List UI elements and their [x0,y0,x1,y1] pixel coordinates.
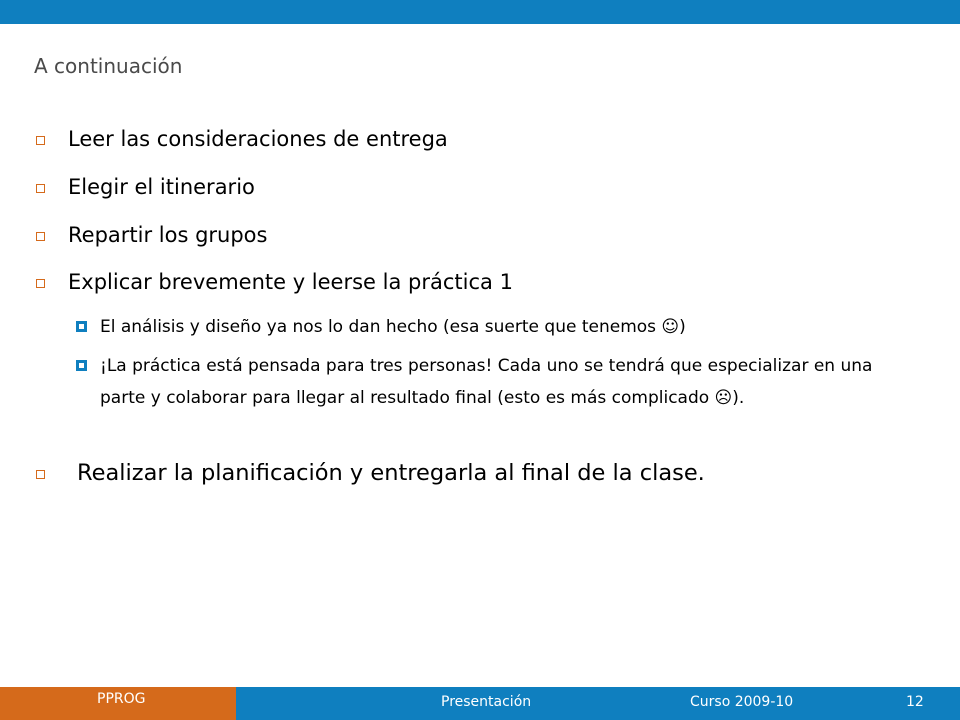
bullet-5 [36,459,705,487]
sub-bullet-2 [76,350,926,414]
slide-title: A continuación [34,54,183,78]
filled-square-bullet-icon [76,360,87,371]
bullet-text: Elegir el itinerario [68,175,255,199]
bullet-text: Repartir los grupos [68,223,268,247]
bullet-text: Explicar brevemente y leerse la práctica 1 [68,270,513,294]
square-bullet-icon [36,136,45,145]
bullet-3 [36,222,267,248]
square-bullet-icon [36,279,45,288]
footer-subject: PPROG [97,691,146,707]
bullet-text: Realizar la planificación y entregarla al final de la clase. [77,460,705,486]
bullet-text: Leer las consideraciones de entrega [68,127,448,151]
bullet-4 [36,269,513,295]
bullet-2 [36,174,255,200]
page-number: 12 [906,694,924,710]
square-bullet-icon [36,232,45,241]
footer-right-bar [236,687,960,720]
footer-section: Presentación [441,694,532,710]
square-bullet-icon [36,184,45,193]
filled-square-bullet-icon [76,321,87,332]
bullet-1 [36,126,448,152]
sub-bullet-text: El análisis y diseño ya nos lo dan hecho (esa suerte que tenemos ☺) [100,317,686,337]
sub-bullet-text: ¡La práctica está pensada para tres personas! Cada uno se tendrá que especializar en una parte y colaborar para llegar al resultado final (esto es más complicado ☹). [100,356,873,408]
footer-course: Curso 2009-10 [690,694,794,710]
sub-bullet-1 [76,311,926,343]
top-bar [0,0,960,24]
square-bullet-icon [36,470,45,479]
